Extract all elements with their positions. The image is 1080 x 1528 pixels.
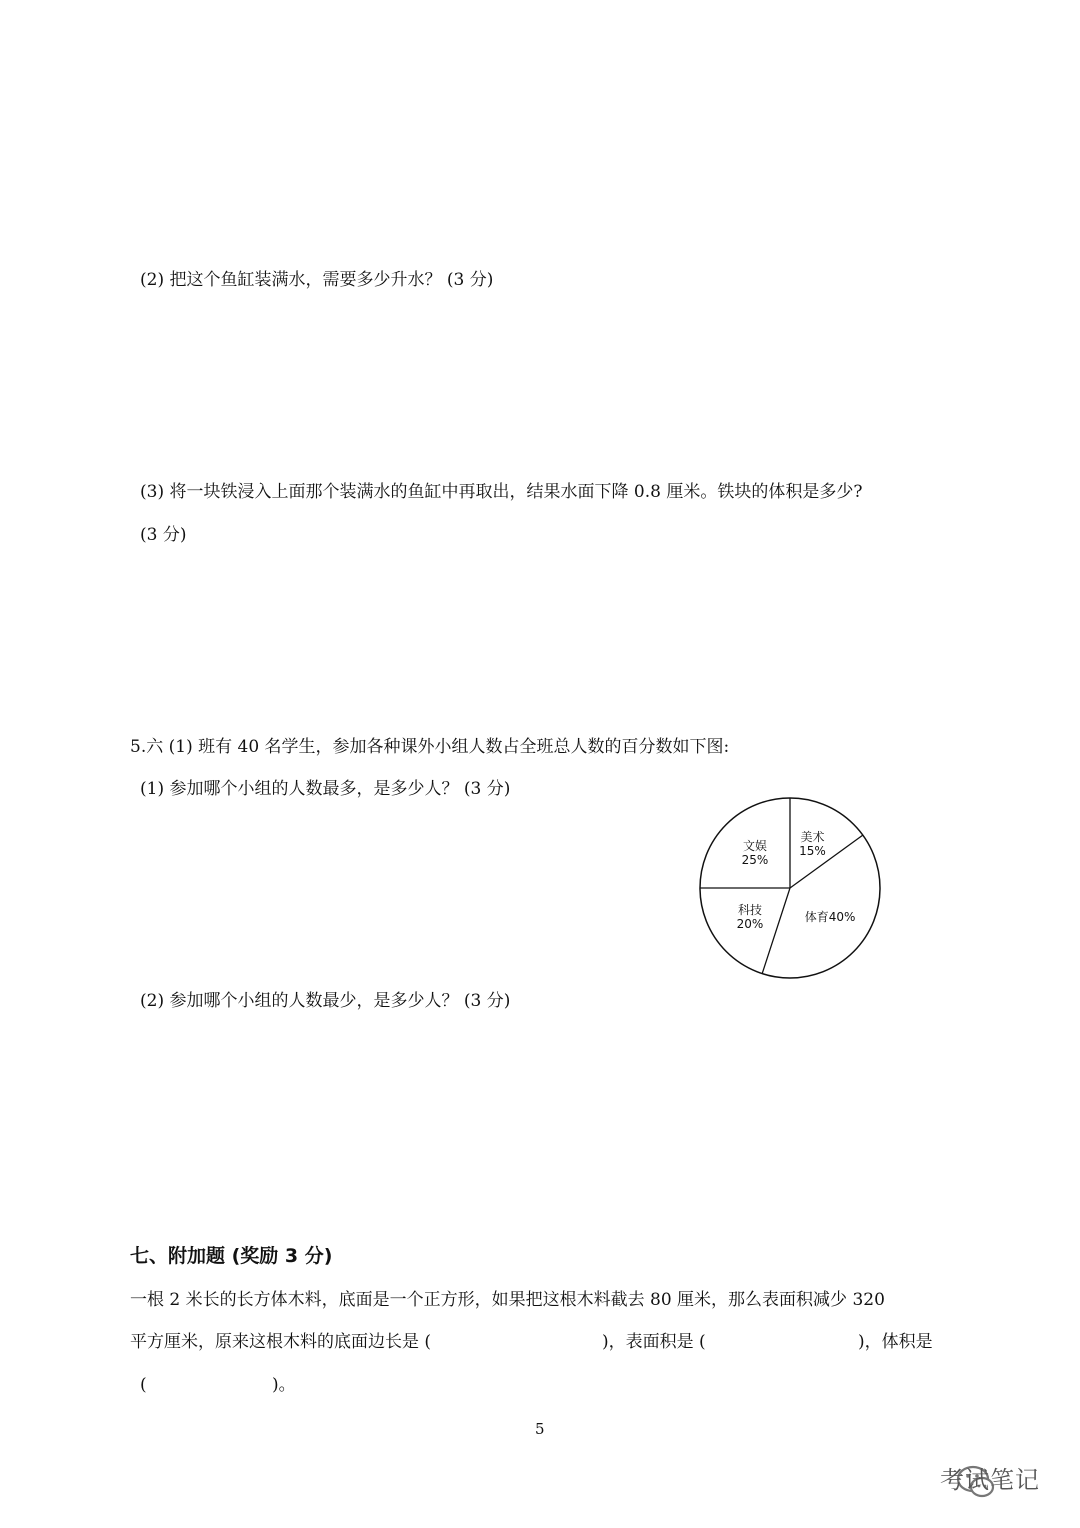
pie-slice-percent: 20%: [736, 917, 764, 932]
question-5-intro: 5.六 (1) 班有 40 名学生，参加各种课外小组人数占全班总人数的百分数如下图:: [130, 737, 730, 757]
pie-slice-label: 文娱: [742, 838, 768, 853]
pie-slice-percent: 25%: [741, 852, 769, 867]
bonus-line-3a: (: [140, 1375, 147, 1395]
pie-slice-label: 体育40%: [804, 910, 856, 925]
question-4-part-3-line-2: (3 分): [140, 525, 187, 545]
bonus-line-1: 一根 2 米长的长方体木料，底面是一个正方形，如果把这根木料截去 80 厘米，那么表面积减少 320: [130, 1290, 885, 1310]
page-number: 5: [535, 1420, 545, 1438]
question-5-part-1: (1) 参加哪个小组的人数最多，是多少人？ (3 分): [140, 779, 511, 799]
pie-slice-label: 美术: [800, 829, 825, 844]
pie-slice-label: 科技: [737, 903, 762, 918]
bonus-line-3b: )。: [272, 1375, 296, 1395]
watermark-text: 考试笔记: [940, 1466, 1040, 1494]
bonus-line-2c: )，体积是: [858, 1332, 933, 1352]
question-4-part-2: (2) 把这个鱼缸装满水，需要多少升水？ (3 分): [140, 270, 494, 290]
bonus-line-2a: 平方厘米，原来这根木料的底面边长是 (: [130, 1332, 432, 1352]
pie-slice-percent: 15%: [799, 843, 826, 858]
bonus-title: 七、附加题 (奖励 3 分): [130, 1245, 333, 1267]
question-4-part-3-line-1: (3) 将一块铁浸入上面那个装满水的鱼缸中再取出，结果水面下降 0.8 厘米。铁块的体积是多少?: [140, 482, 863, 502]
pie-chart: [690, 790, 890, 980]
question-5-part-2: (2) 参加哪个小组的人数最少，是多少人？ (3 分): [140, 991, 511, 1011]
bonus-line-2b: )，表面积是 (: [602, 1332, 706, 1352]
